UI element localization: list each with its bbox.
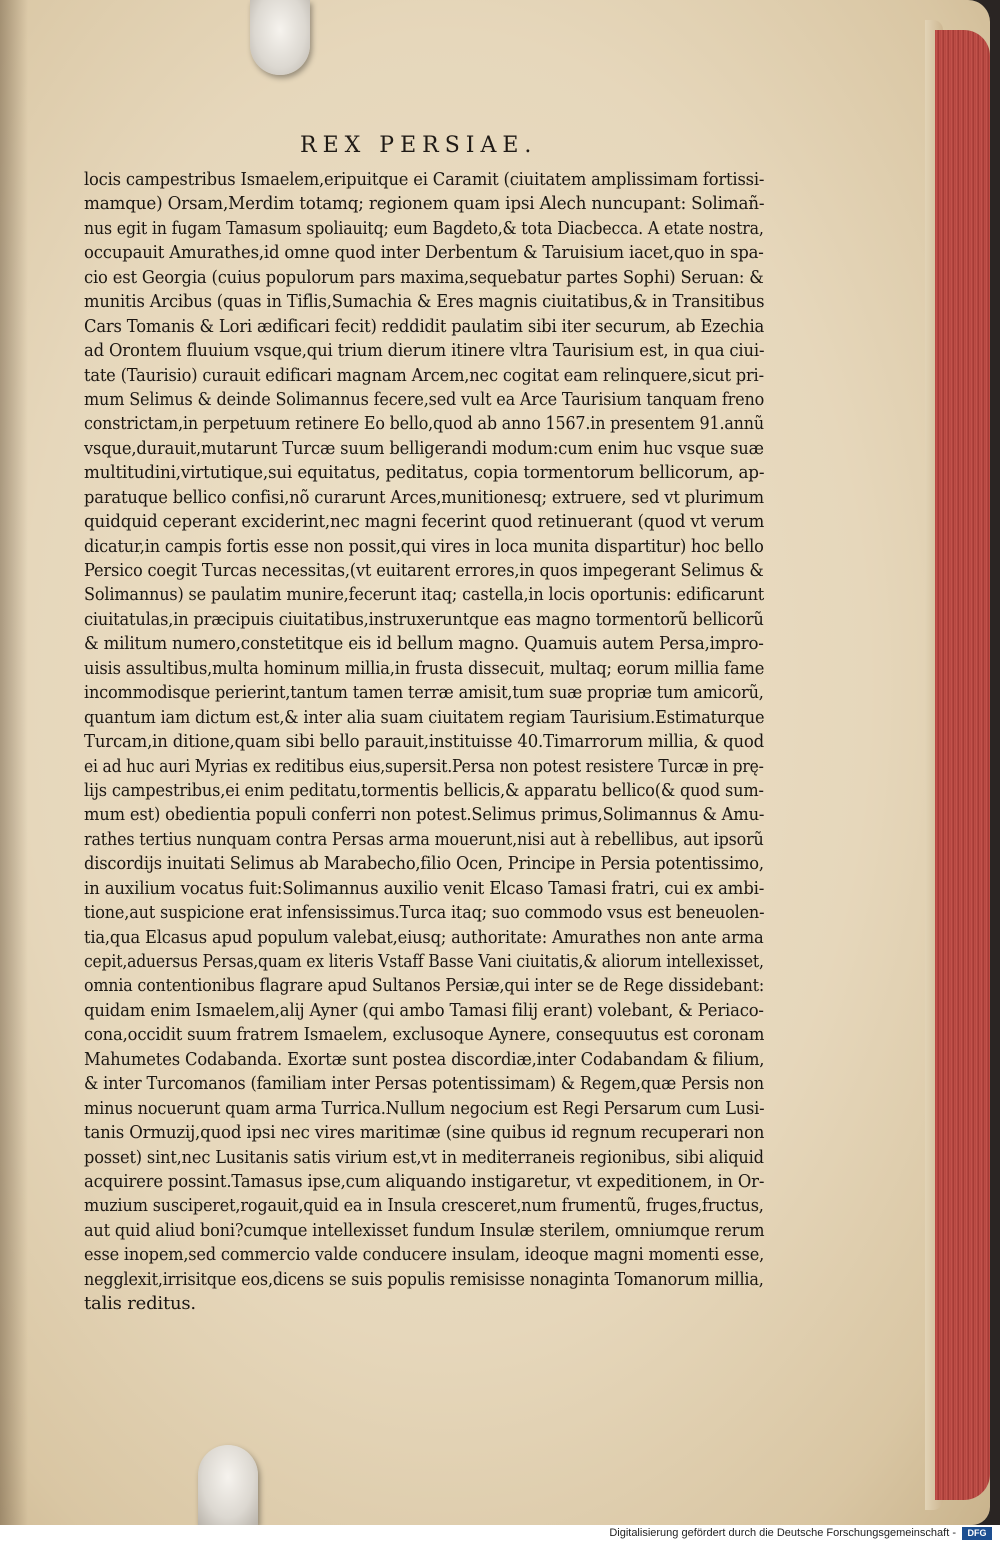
- text-line: lijs campestribus,ei enim peditatu,tormentis bellicis,& apparatu bellico(& quod sum-: [84, 779, 764, 801]
- text-line: multitudini,virtutique,sui equitatus, peditatus, copia tormentorum bellicorum, ap-: [84, 462, 765, 484]
- text-line: Cars Tomanis & Lori ædificari fecit) reddidit paulatim sibi iter securum, ab Ezechia: [84, 315, 765, 337]
- text-line: vsque,durauit,mutarunt Turcæ suum belligerandi modum:cum enim huc vsque suæ: [84, 437, 764, 459]
- text-line: omnia contentionibus flagrare apud Sultanos Persiæ,qui inter se de Rege dissidebant:: [84, 975, 765, 997]
- text-line: dicatur,in campis fortis esse non possit,qui vires in loca munita dispartitur) hoc bello: [84, 535, 764, 557]
- body-text: [84, 168, 764, 1317]
- text-line: uisis assultibus,multa hominum millia,in frusta dissecuit, multaq; eorum millia fame: [84, 657, 765, 679]
- bottom-page-clip: [198, 1445, 258, 1525]
- text-line: rathes tertius nunquam contra Persas arma mouerunt,nisi aut à rebellibus, aut ipsorũ: [84, 828, 764, 850]
- text-line: tate (Taurisio) curauit edificari magnam Arcem,nec cogitat eam relinquere,sicut pri-: [84, 364, 764, 386]
- text-line: & inter Turcomanos (familiam inter Persas potentissimam) & Regem,quæ Persis non: [84, 1073, 765, 1095]
- text-line: quidam enim Ismaelem,alij Ayner (qui ambo Tamasi filij erant) volebant, & Periaco-: [84, 999, 764, 1021]
- text-line: nus egit in fugam Tamasum spoliauitq; eum Bagdeto,& tota Diacbecca. A etate nostra,: [84, 217, 764, 239]
- text-line: cona,occidit suum fratrem Ismaelem, exclusoque Aynere, consequutus est coronam: [84, 1024, 765, 1046]
- text-line: munitis Arcibus (quas in Tiflis,Sumachia & Eres magnis ciuitatibus,& in Transitibus: [84, 291, 765, 313]
- text-line: constrictam,in perpetuum retinere Eo bello,quod ab anno 1567.in presentem 91.annũ: [84, 413, 764, 435]
- text-line: locis campestribus Ismaelem,eripuitque ei Caramit (ciuitatem amplissimam fortissi-: [84, 169, 765, 190]
- text-line: muzium susciperet,rogauit,quid ea in Insula cresceret,num frumentũ, fruges,fructus,: [84, 1195, 764, 1217]
- dfg-logo: DFG: [962, 1527, 992, 1540]
- text-line: Solimannus) se paulatim munire,fecerunt itaq; castella,in locis oportunis: edificarunt: [84, 584, 765, 606]
- text-line: quantum iam dictum est,& inter alia suam ciuitatem regiam Taurisium.Estimaturque: [84, 706, 765, 728]
- text-line: discordijs inuitati Selimus ab Marabecho,filio Ocen, Principe in Persia potentissimo,: [84, 853, 764, 875]
- text-line: Mahumetes Codabanda. Exortæ sunt postea discordiæ,inter Codabandam & filium,: [84, 1048, 765, 1070]
- text-line: aut quid aliud boni?cumque intellexisset fundum Insulæ sterilem, omniumque rerum: [84, 1219, 765, 1241]
- text-line: in auxilium vocatus fuit:Solimannus auxilio venit Elcaso Tamasi fratri, cui ex ambi-: [84, 877, 765, 899]
- text-line: occupauit Amurathes,id omne quod inter Derbentum & Taruisium iacet,quo in spa-: [84, 242, 764, 264]
- text-line: paratuque bellico confisi,nõ curarunt Arces,munitionesq; extruere, sed vt plurimum: [84, 486, 764, 508]
- text-line: tanis Ormuzij,quod ipsi nec vires maritimæ (sine quibus id regnum recuperari non: [84, 1122, 765, 1144]
- text-line: ei ad huc auri Myrias ex reditibus eius,supersit.Persa non potest resistere Turcæ in prę-: [84, 755, 764, 777]
- text-line: ad Orontem fluuium vsque,qui trium dierum itinere vltra Taurisium est, in qua ciui-: [84, 340, 765, 362]
- top-page-clip: [250, 0, 310, 75]
- footer-credit: Digitalisierung gefördert durch die Deutsche Forschungsgemeinschaft -: [609, 1527, 956, 1539]
- text-line: esse inopem,sed commercio valde conducere insulam, ideoque magni momenti esse,: [84, 1244, 765, 1266]
- gutter-shadow: [0, 0, 28, 1525]
- text-line: tia,qua Elcasus apud populum valebat,eiusq; authoritate: Amurathes non ante arma: [84, 926, 764, 948]
- text-line: tione,aut suspicione erat infensissimus.Turca itaq; suo commodo vsus est beneuolen-: [84, 902, 765, 924]
- text-line: cio est Georgia (cuius populorum pars maxima,sequebatur partes Sophi) Seruan: &: [84, 266, 764, 288]
- text-line: negglexit,irrisitque eos,dicens se suis populis remisisse nonaginta Tomanorum millia,: [84, 1268, 764, 1290]
- text-line: mum Selimus & deinde Solimannus fecere,sed vult ea Arce Taurisium tanquam freno: [84, 388, 765, 410]
- red-edge-stack: [935, 30, 990, 1500]
- text-line: incommodisque perierint,tantum tamen terræ amisit,tum suæ propriæ tum amicorũ,: [84, 682, 764, 704]
- text-line: Persico coegit Turcas necessitas,(vt euitarent errores,in quos impegerant Selimus &: [84, 560, 764, 581]
- text-line: mamque) Orsam,Merdim totamq; regionem quam ipsi Alech nuncupant: Solimañ-: [84, 193, 765, 215]
- text-line: acquirere possint.Tamasus ipse,cum aliquando instigaretur, vt expeditionem, in Or-: [84, 1170, 765, 1192]
- text-line: mum est) obedientia populi conferri non potest.Selimus primus,Solimannus & Amu-: [84, 804, 765, 826]
- text-line: cepit,aduersus Persas,quam ex literis Vstaff Basse Vani ciuitatis,& aliorum intellexisset,: [84, 951, 764, 972]
- text-line: posset) sint,nec Lusitanis satis virium est,vt in mediterraneis regionibus, sibi aliquid: [84, 1146, 764, 1168]
- text-line: Turcam,in ditione,quam sibi bello parauit,instituisse 40.Timarrorum millia, & quod: [84, 731, 765, 753]
- running-head: REX PERSIAE.: [300, 133, 538, 158]
- text-line: & militum numero,constetitque eis id bellum magno. Quamuis autem Persa,impro-: [84, 633, 764, 655]
- text-line: ciuitatulas,in præcipuis ciuitatibus,instruxeruntque eas magno tormentorũ bellicorũ: [84, 608, 764, 630]
- text-line: minus nocuerunt quam arma Turrica.Nullum negocium est Regi Persarum cum Lusi-: [84, 1097, 765, 1119]
- text-line: quidquid ceperant exciderint,nec magni fecerint quod retinuerant (quod vt verum: [84, 511, 765, 533]
- text-line: talis reditus.: [84, 1293, 196, 1315]
